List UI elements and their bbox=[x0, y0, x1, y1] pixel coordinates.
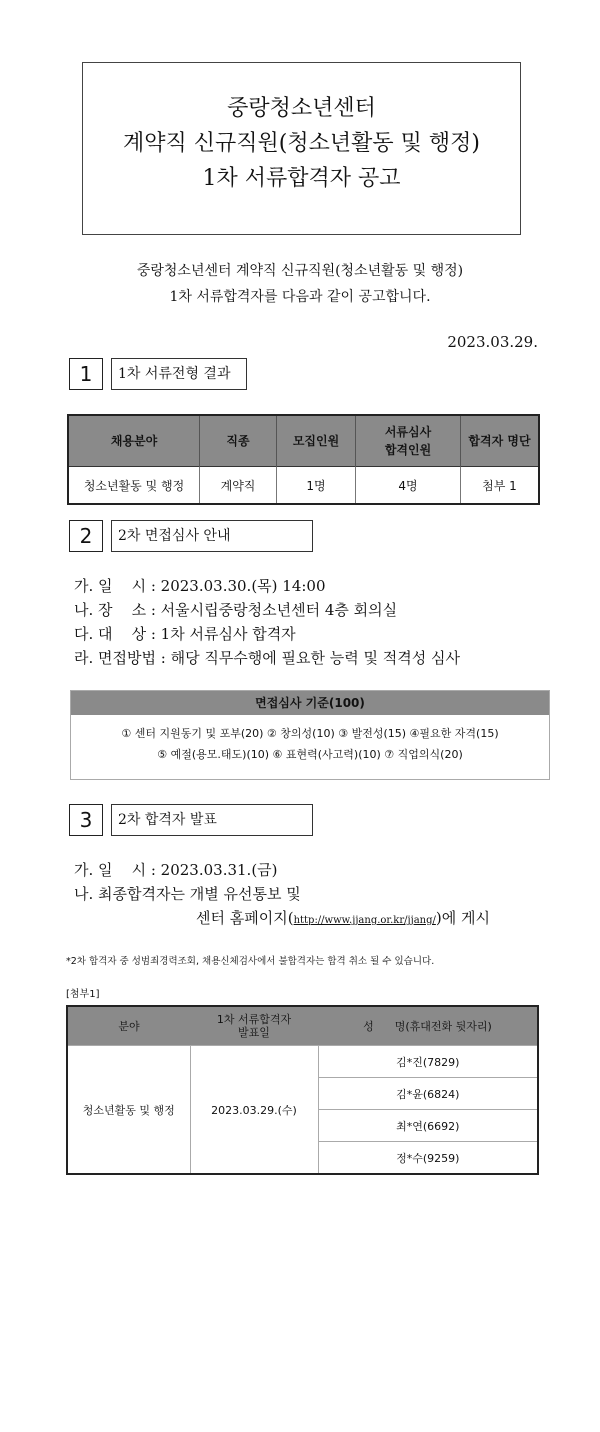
att-cell-name: 정*수(9259) bbox=[318, 1142, 538, 1175]
final-notice-method: 나. 최종합격자는 개별 유선통보 및 bbox=[74, 885, 301, 903]
homepage-link[interactable]: http://www.jjang.or.kr/jjang/ bbox=[293, 915, 436, 926]
header-pass-list: 합격자 명단 bbox=[461, 415, 540, 467]
interview-info-list bbox=[74, 574, 460, 670]
website-prefix: 센터 홈페이지( bbox=[196, 909, 294, 927]
section-2-number: 2 bbox=[69, 520, 103, 552]
interview-criteria-box bbox=[70, 690, 550, 780]
header-field: 채용분야 bbox=[68, 415, 200, 467]
cell-job-type: 계약직 bbox=[200, 467, 277, 505]
attachment-label: [첨부1] bbox=[66, 989, 100, 1000]
cell-field: 청소년활동 및 행정 bbox=[68, 467, 200, 505]
final-datetime: 가. 일 시 : 2023.03.31.(금) bbox=[74, 861, 278, 879]
header-job-type: 직종 bbox=[200, 415, 277, 467]
header-recruit-count: 모집인원 bbox=[277, 415, 356, 467]
title-line-1: 중랑청소년센터 bbox=[227, 96, 376, 121]
criteria-line-2: ⑤ 예절(용모.태도)(10) ⑥ 표현력(사고력)(10) ⑦ 직업의식(20) bbox=[157, 748, 463, 761]
att-cell-field: 청소년활동 및 행정 bbox=[67, 1046, 190, 1175]
cell-recruit-count: 1명 bbox=[277, 467, 356, 505]
disqualification-note: *2차 합격자 중 성범죄경력조회, 채용신체검사에서 불합격자는 합격 취소 될 수 있습니다. bbox=[66, 956, 435, 967]
attachment-table bbox=[66, 1005, 539, 1175]
att-cell-name: 최*연(6692) bbox=[318, 1110, 538, 1142]
att-cell-name: 김*진(7829) bbox=[318, 1046, 538, 1078]
att-cell-date: 2023.03.29.(수) bbox=[190, 1046, 318, 1175]
result-table-header bbox=[68, 415, 539, 467]
criteria-body bbox=[71, 715, 549, 765]
table-row bbox=[68, 467, 539, 505]
interview-datetime: 가. 일 시 : 2023.03.30.(목) 14:00 bbox=[74, 577, 326, 595]
final-announcement-list bbox=[74, 858, 301, 906]
intro-line-1: 중랑청소년센터 계약직 신규직원(청소년활동 및 행정) bbox=[136, 263, 464, 279]
att-header-date: 1차 서류합격자 발표일 bbox=[190, 1006, 318, 1046]
cell-pass-count: 4명 bbox=[356, 467, 461, 505]
table-row bbox=[67, 1046, 538, 1078]
section-3-title: 2차 합격자 발표 bbox=[111, 804, 313, 836]
section-1-number: 1 bbox=[69, 358, 103, 390]
intro-text bbox=[0, 258, 600, 310]
section-2-title: 2차 면접심사 안내 bbox=[111, 520, 313, 552]
interview-location: 나. 장 소 : 서울시립중랑청소년센터 4층 회의실 bbox=[74, 601, 398, 619]
cell-pass-list: 첨부 1 bbox=[461, 467, 540, 505]
interview-target: 다. 대 상 : 1차 서류심사 합격자 bbox=[74, 625, 296, 643]
header-pass-count: 서류심사 합격인원 bbox=[356, 415, 461, 467]
final-notice-website bbox=[196, 906, 490, 933]
att-header-name: 성 명(휴대전화 뒷자리) bbox=[318, 1006, 538, 1046]
announcement-date: 2023.03.29. bbox=[447, 333, 538, 351]
attachment-table-header bbox=[67, 1006, 538, 1046]
criteria-line-1: ① 센터 지원동기 및 포부(20) ② 창의성(10) ③ 발전성(15) ④필요한 자격(15) bbox=[121, 727, 499, 740]
intro-line-2: 1차 서류합격자를 다음과 같이 공고합니다. bbox=[169, 289, 431, 305]
att-header-field: 분야 bbox=[67, 1006, 190, 1046]
att-cell-name: 김*윤(6824) bbox=[318, 1078, 538, 1110]
interview-method: 라. 면접방법 : 해당 직무수행에 필요한 능력 및 적격성 심사 bbox=[74, 649, 461, 667]
result-table bbox=[67, 414, 540, 505]
title-line-3: 1차 서류합격자 공고 bbox=[202, 166, 401, 191]
section-3-number: 3 bbox=[69, 804, 103, 836]
title-box bbox=[82, 62, 521, 235]
criteria-title: 면접심사 기준(100) bbox=[71, 691, 549, 715]
website-suffix: )에 게시 bbox=[435, 909, 490, 927]
title-line-2: 계약직 신규직원(청소년활동 및 행정) bbox=[123, 131, 480, 156]
section-1-title: 1차 서류전형 결과 bbox=[111, 358, 247, 390]
